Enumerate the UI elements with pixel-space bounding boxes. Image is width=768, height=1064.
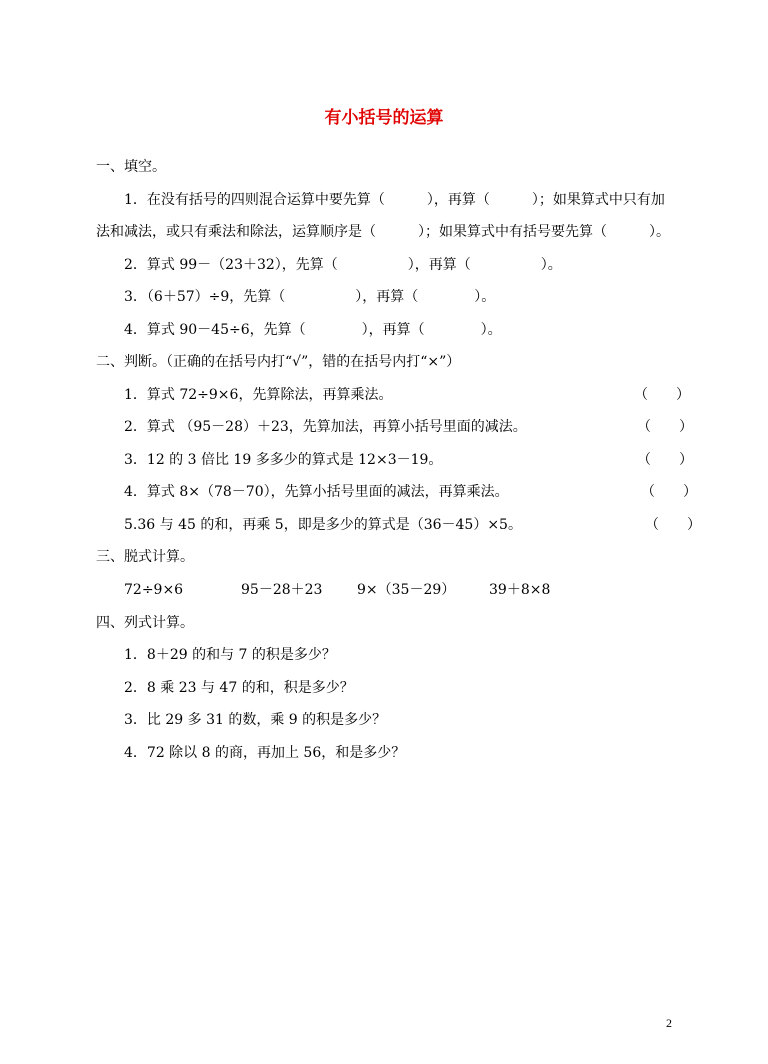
judge-question-1: 1．算式 72÷9×6，先算除法，再算乘法。 xyxy=(124,387,393,403)
judge-question-4: 4．算式 8×（78－70），先算小括号里面的减法，再算乘法。 xyxy=(124,484,509,500)
section-2-heading: 二、判断。（正确的在括号内打“√”，错的在括号内打“×”） xyxy=(96,354,461,370)
judge-question-2: 2．算式 （95－28）＋23，先算加法，再算小括号里面的减法。 xyxy=(124,419,527,435)
judge-answer-paren-3: （ ） xyxy=(637,452,693,468)
judge-question-5: 5.36 与 45 的和，再乘 5，即是多少的算式是（36－45）×5。 xyxy=(124,517,522,533)
word-problem-2: 2．8 乘 23 与 47 的和，积是多少？ xyxy=(124,680,354,696)
calc-expression-3: 9×（35－29） xyxy=(357,582,456,598)
page-title: 有小括号的运算 xyxy=(324,108,444,128)
judge-answer-paren-5: （ ） xyxy=(645,517,701,533)
judge-answer-paren-4: （ ） xyxy=(641,484,697,500)
judge-answer-paren-2: （ ） xyxy=(637,419,693,435)
calc-expression-1: 72÷9×6 xyxy=(124,582,184,598)
section-3-heading: 三、脱式计算。 xyxy=(96,549,194,565)
judge-question-3: 3．12 的 3 倍比 19 多多少的算式是 12×3－19。 xyxy=(124,452,443,468)
word-problem-1: 1．8＋29 的和与 7 的积是多少？ xyxy=(124,647,336,663)
word-problem-4: 4．72 除以 8 的商，再加上 56，和是多少？ xyxy=(124,745,406,761)
fill-question-1-line-2: 法和减法，或只有乘法和除法，运算顺序是（ ）；如果算式中有括号要先算（ ）。 xyxy=(96,224,670,240)
word-problem-3: 3．比 29 多 31 的数，乘 9 的积是多少？ xyxy=(124,712,387,728)
fill-question-4: 4．算式 90－45÷6，先算（ ），再算（ ）。 xyxy=(124,322,502,338)
calc-expression-2: 95－28＋23 xyxy=(241,582,323,598)
section-1-heading: 一、填空。 xyxy=(96,159,166,175)
calc-expression-4: 39＋8×8 xyxy=(489,582,551,598)
section-4-heading: 四、列式计算。 xyxy=(96,615,194,631)
page-number: 2 xyxy=(666,1016,672,1030)
judge-answer-paren-1: （ ） xyxy=(634,387,690,403)
fill-question-3: 3．（6＋57）÷9，先算（ ），再算（ ）。 xyxy=(124,289,496,305)
fill-question-2: 2．算式 99－（23＋32），先算（ ），再算（ ）。 xyxy=(124,257,562,273)
fill-question-1-line-1: 1．在没有括号的四则混合运算中要先算（ ），再算（ ）；如果算式中只有加 xyxy=(124,192,665,208)
